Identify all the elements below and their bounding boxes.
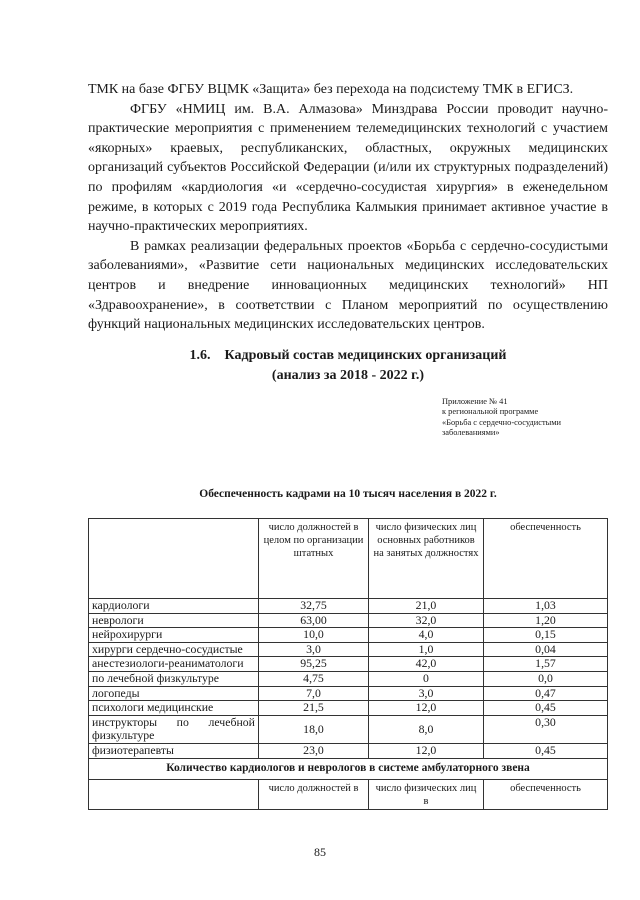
paragraph-1: ТМК на базе ФГБУ ВЦМК «Защита» без перехода на подсистему ТМК в ЕГИСЗ.: [88, 82, 574, 97]
table-section-title: Количество кардиологов и неврологов в системе амбулаторного звена: [89, 758, 608, 780]
header-cell-individuals: число физических лиц основных работников на занятых должностях: [369, 519, 484, 599]
table-row: [89, 628, 608, 643]
row-individuals: 12,0: [369, 701, 484, 716]
table-row: [89, 657, 608, 672]
row-positions: 23,0: [259, 743, 369, 758]
row-individuals: 21,0: [369, 599, 484, 614]
row-individuals: 8,0: [369, 715, 484, 743]
row-provision: 0,47: [484, 686, 608, 701]
table-row: [89, 743, 608, 758]
row-specialty: физиотерапевты: [89, 743, 259, 758]
row-specialty: хирурги сердечно-сосудистые: [89, 642, 259, 657]
row-individuals: 4,0: [369, 628, 484, 643]
row-specialty: логопеды: [89, 686, 259, 701]
header-cell-empty: [89, 519, 259, 599]
row-specialty: нейрохирурги: [89, 628, 259, 643]
staffing-table: [88, 518, 608, 810]
appendix-line: Приложение № 41: [442, 397, 508, 406]
row-provision: 1,03: [484, 599, 608, 614]
row-provision: 1,20: [484, 613, 608, 628]
appendix-note: [442, 397, 602, 438]
page-number: 85: [314, 845, 326, 859]
paragraph-3: В рамках реализации федеральных проектов «Борьба с сердечно-сосудистыми заболеваниями», «Развитие сети национальных медицинских исследовательских центров и внедрение инновационных медицинских технологий» НП «Здравоохранение», в соответствии с Планом мероприятий по осуществлению функций национальных медицинских исследовательских центров.: [88, 238, 608, 333]
row-provision: 0,30: [484, 715, 608, 743]
row-specialty: кардиологи: [89, 599, 259, 614]
section-title: Кадровый состав медицинских организаций: [224, 348, 507, 363]
header-cell-provision: обеспеченность: [484, 519, 608, 599]
table-header-row: [89, 519, 608, 599]
row-specialty-line: физкультуре: [92, 728, 155, 743]
row-individuals: 0: [369, 671, 484, 686]
section-title-line: [88, 346, 608, 366]
row-positions: 63,00: [259, 613, 369, 628]
row-positions: 21,5: [259, 701, 369, 716]
table-row: [89, 599, 608, 614]
paragraph-2: ФГБУ «НМИЦ им. В.А. Алмазова» Минздрава России проводит научно-практические мероприятия с применением телемедицинских технологий с участием «якорных» краевых, республиканских, областных, окружных медицинских организаций субъектов Российской Федерации (и/или их структурных подразделений) по профилям «кардиология «и «сердечно-сосудистая хирургия» в еженедельном режиме, в которых с 2019 года Республика Калмыкия принимает активное участие в научно-практических мероприятиях.: [88, 101, 608, 235]
header-cell-individuals: число физических лиц в: [369, 780, 484, 810]
row-positions: 32,75: [259, 599, 369, 614]
header-cell-provision: обеспеченность: [484, 780, 608, 810]
table-title: Обеспеченность кадрами на 10 тысяч населения в 2022 г.: [199, 488, 497, 500]
header-cell-empty: [89, 780, 259, 810]
row-provision: 0,45: [484, 743, 608, 758]
body-text: [88, 80, 608, 335]
table-row: [89, 701, 608, 716]
row-individuals: 12,0: [369, 743, 484, 758]
row-positions: 95,25: [259, 657, 369, 672]
row-specialty: [89, 715, 259, 743]
row-provision: 0,45: [484, 701, 608, 716]
row-provision: 1,57: [484, 657, 608, 672]
row-specialty: анестезиологи-реаниматологи: [89, 657, 259, 672]
table-row: [89, 686, 608, 701]
table-row: [89, 671, 608, 686]
row-specialty: неврологи: [89, 613, 259, 628]
section-subtitle: (анализ за 2018 - 2022 г.): [271, 368, 425, 383]
table-row: [89, 715, 608, 743]
row-individuals: 42,0: [369, 657, 484, 672]
row-positions: 4,75: [259, 671, 369, 686]
header-cell-positions: число должностей в: [259, 780, 369, 810]
row-provision: 0,04: [484, 642, 608, 657]
appendix-line: «Борьба с сердечно-сосудистыми: [442, 417, 562, 427]
header-cell-positions: число должностей в целом по организации штатных: [259, 519, 369, 599]
row-positions: 10,0: [259, 628, 369, 643]
row-provision: 0,0: [484, 671, 608, 686]
appendix-line: к региональной программе: [442, 407, 539, 417]
section-number: 1.6.: [189, 348, 211, 363]
row-provision: 0,15: [484, 628, 608, 643]
section-heading: [88, 346, 608, 386]
row-individuals: 32,0: [369, 613, 484, 628]
row-individuals: 1,0: [369, 642, 484, 657]
row-positions: 3,0: [259, 642, 369, 657]
table-header-row-2: [89, 780, 608, 810]
row-specialty: психологи медицинские: [89, 701, 259, 716]
row-specialty-line: инструкторы по лечебной: [92, 714, 255, 729]
row-individuals: 3,0: [369, 686, 484, 701]
row-positions: 18,0: [259, 715, 369, 743]
row-specialty: по лечебной физкультуре: [89, 671, 259, 686]
table-row: [89, 642, 608, 657]
row-positions: 7,0: [259, 686, 369, 701]
appendix-line: заболеваниями»: [442, 427, 500, 437]
table-section-row: [89, 758, 608, 780]
table-row: [89, 613, 608, 628]
